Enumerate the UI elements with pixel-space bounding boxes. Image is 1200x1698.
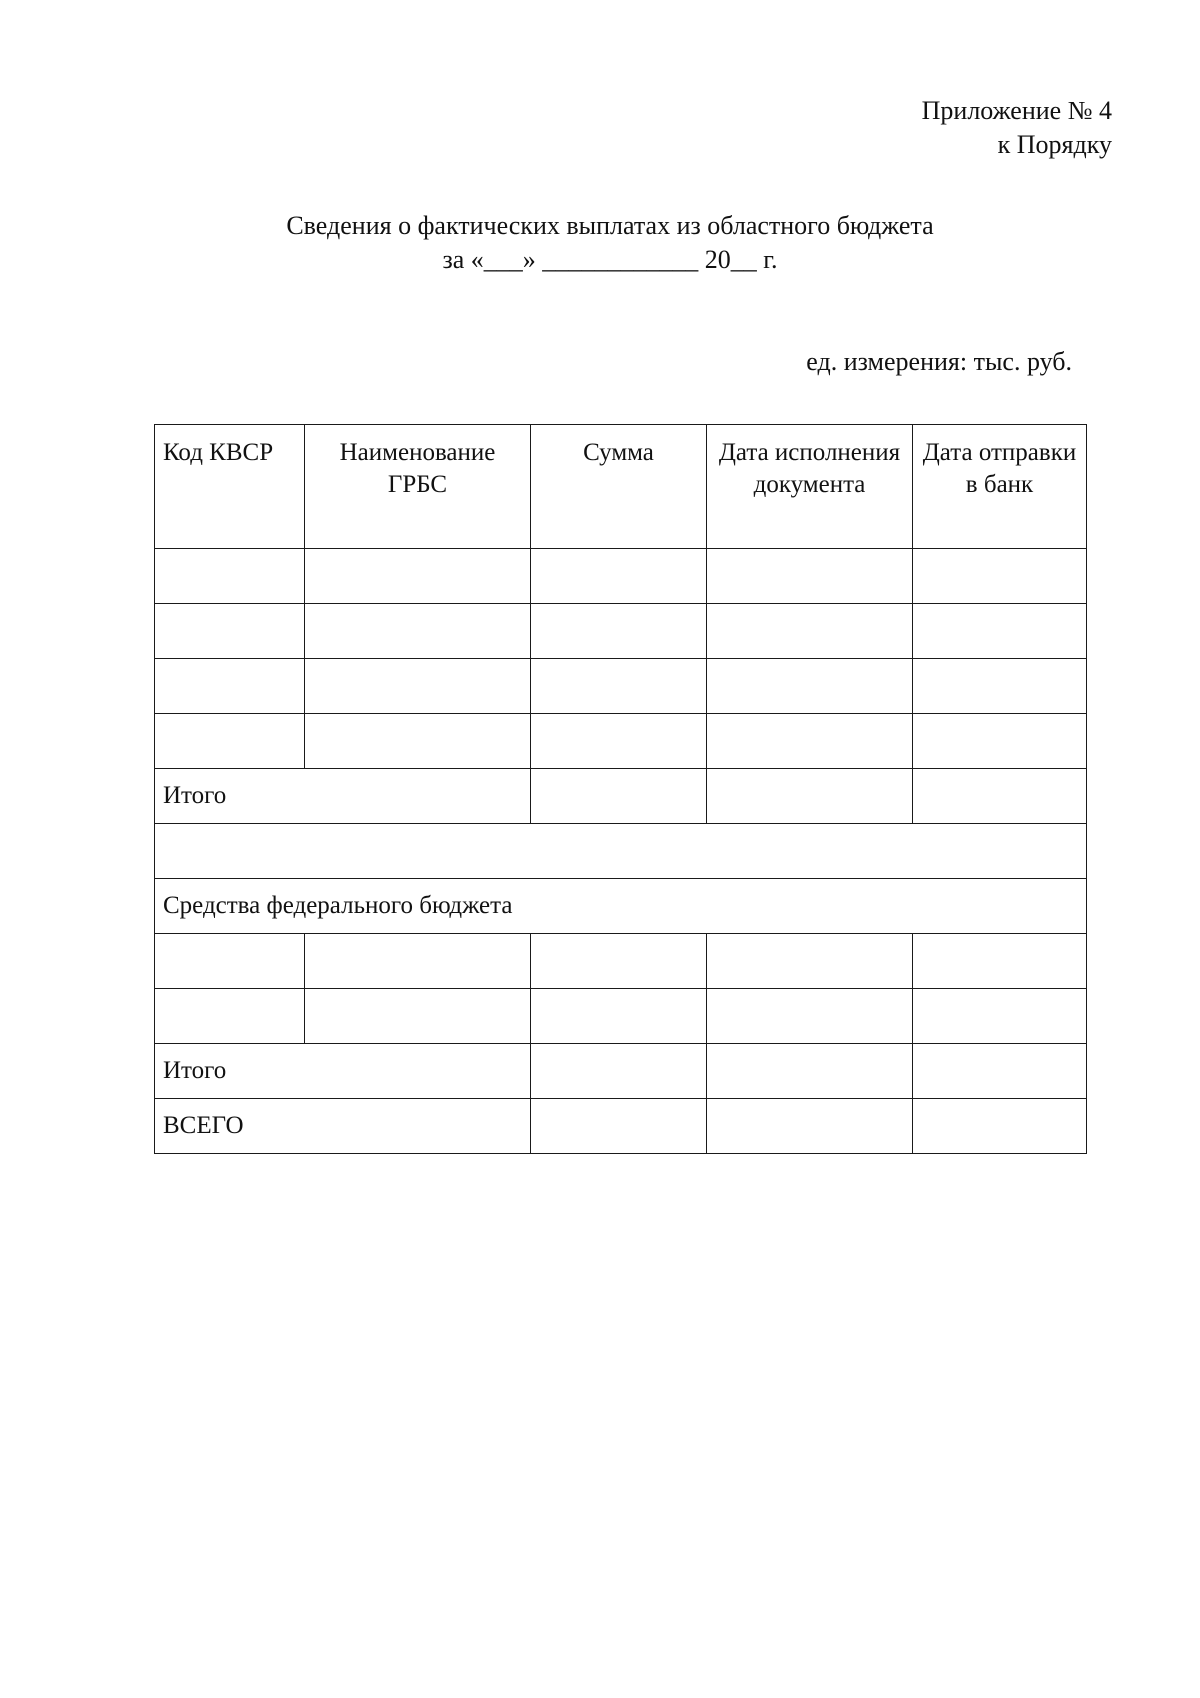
table-cell [913,934,1087,989]
table-cell [913,989,1087,1044]
table-cell [531,714,707,769]
table-cell [531,549,707,604]
title-period-line: за «___» ____________ 20__ г. [442,245,778,274]
table-cell [531,989,707,1044]
table-cell [531,659,707,714]
federal-section-label: Средства федерального бюджета [155,879,1087,934]
table-cell [707,934,913,989]
appendix-reference: к Порядку [997,130,1112,159]
table-cell [155,549,305,604]
table-cell [913,1044,1087,1099]
federal-section-row [155,879,1087,934]
appendix-note [922,94,1112,162]
table-cell [531,1099,707,1154]
table-header-row [155,425,1087,549]
table-row [155,934,1087,989]
table-cell [913,549,1087,604]
table-row [155,549,1087,604]
table-cell [707,989,913,1044]
table-cell [531,769,707,824]
header-amount: Сумма [531,425,707,549]
table-cell [707,549,913,604]
header-kvsr-code: Код КВСР [155,425,305,549]
table-cell [531,1044,707,1099]
table-cell [913,1099,1087,1154]
header-bank-send-date: Дата отправки в банк [913,425,1087,549]
subtotal-label: Итого [155,1044,531,1099]
table-cell [913,714,1087,769]
table-cell [155,934,305,989]
table-cell [155,604,305,659]
grand-total-label: ВСЕГО [155,1099,531,1154]
table-cell [155,989,305,1044]
table-cell [305,549,531,604]
table-cell [155,714,305,769]
header-grbs-name: Наименование ГРБС [305,425,531,549]
table-row [155,989,1087,1044]
table-cell [305,934,531,989]
grand-total-row [155,1099,1087,1154]
table-cell [305,659,531,714]
payments-table [154,424,1087,1154]
appendix-number: Приложение № 4 [921,96,1112,125]
table-row [155,714,1087,769]
table-cell [305,714,531,769]
table-cell [305,989,531,1044]
table-cell [531,604,707,659]
subtotal-label: Итого [155,769,531,824]
table-cell [707,1099,913,1154]
spacer-row [155,824,1087,879]
federal-subtotal-row [155,1044,1087,1099]
table-row [155,604,1087,659]
title-line: Сведения о фактических выплатах из областного бюджета [286,211,934,240]
table-cell [155,824,1087,879]
table-cell [707,769,913,824]
document-title [160,209,1060,277]
table-cell [913,604,1087,659]
table-cell [305,604,531,659]
table-cell [707,714,913,769]
table-cell [707,604,913,659]
units-note: ед. измерения: тыс. руб. [806,347,1072,376]
header-execution-date: Дата исполнения документа [707,425,913,549]
table-cell [707,659,913,714]
subtotal-row [155,769,1087,824]
table-cell [155,659,305,714]
table-cell [531,934,707,989]
table-row [155,659,1087,714]
table-cell [913,769,1087,824]
table-cell [913,659,1087,714]
table-cell [707,1044,913,1099]
